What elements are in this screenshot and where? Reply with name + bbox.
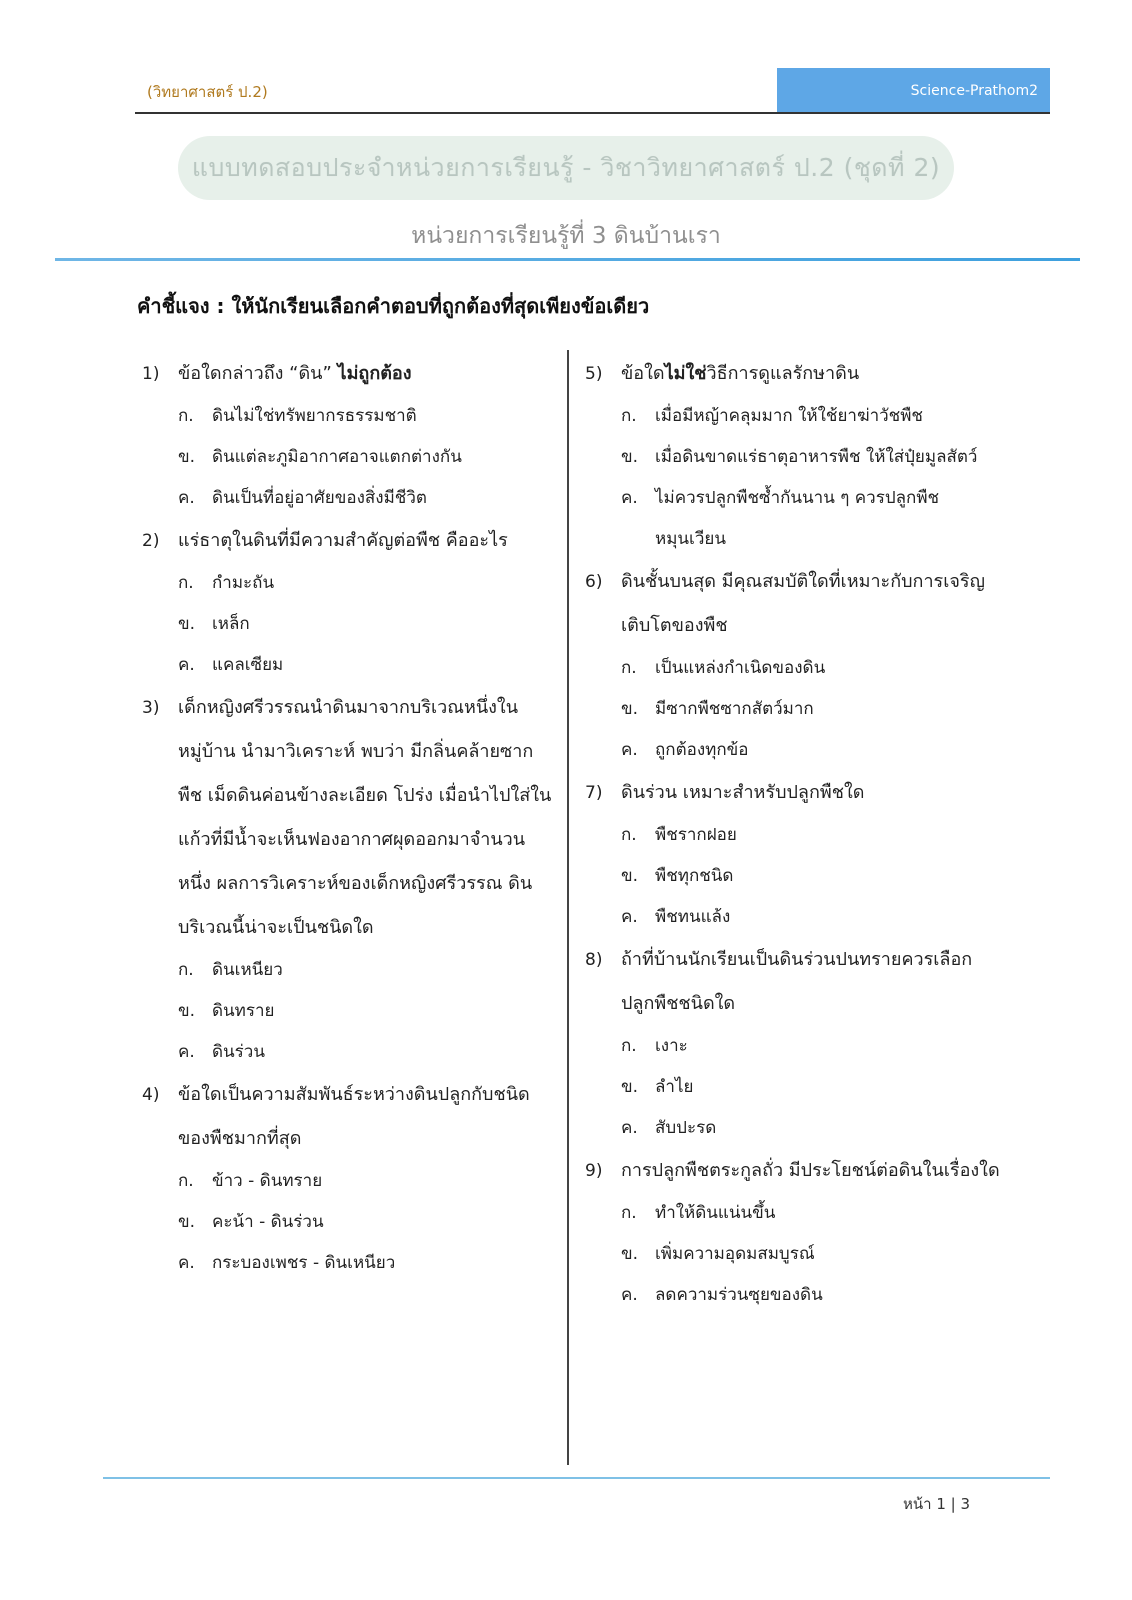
option-letter: ข. [621,1077,639,1097]
option-text: เมื่อมีหญ้าคลุมมาก ให้ใช้ยาฆ่าวัชพืช [655,406,923,426]
option-letter: ค. [178,1253,195,1273]
question-number: 4) [142,1085,160,1105]
question-text [178,686,552,950]
footer-divider [103,1477,1050,1479]
answer-option[interactable] [621,730,1005,771]
question-text [178,352,552,396]
question-text-part: ดินชั้นบนสุด มีคุณสมบัติใดที่เหมาะกับการเจริญเติบโตของพืช [621,571,985,636]
answer-option[interactable] [178,1161,552,1202]
question-item [142,1073,552,1284]
answer-option[interactable] [178,437,552,478]
question-row [585,938,1005,1026]
option-letter: ข. [621,1244,639,1264]
option-letter: ค. [621,1285,638,1305]
option-letter: ข. [621,699,639,719]
option-letter: ก. [178,960,194,980]
options-list [585,396,1005,560]
answer-option[interactable] [621,897,1005,938]
question-number: 6) [585,572,603,592]
option-text: มีซากพืชซากสัตว์มาก [655,699,814,719]
option-letter: ค. [621,488,638,508]
question-number: 5) [585,364,603,384]
option-letter: ก. [178,573,194,593]
options-list [142,1161,552,1284]
question-number: 7) [585,783,603,803]
answer-option[interactable] [621,856,1005,897]
option-text: คะน้า - ดินร่วน [212,1212,324,1232]
question-text [178,519,552,563]
options-list [142,950,552,1073]
question-row [585,352,1005,396]
instructions: คำชี้แจง : ให้นักเรียนเลือกคำตอบที่ถูกต้องที่สุดเพียงข้อเดียว [137,294,650,318]
option-text: เมื่อดินขาดแร่ธาตุอาหารพืช ให้ใส่ปุ๋ยมูลสัตว์ [655,447,978,467]
option-text: ดินแต่ละภูมิอากาศอาจแตกต่างกัน [212,447,462,467]
options-list [585,648,1005,771]
option-letter: ค. [621,1118,638,1138]
answer-option[interactable] [621,478,1005,560]
answer-option[interactable] [178,645,552,686]
question-row [585,771,1005,815]
question-number: 9) [585,1161,603,1181]
option-text: เป็นแหล่งกำเนิดของดิน [655,658,826,678]
option-letter: ค. [178,488,195,508]
question-row [142,686,552,950]
question-number: 1) [142,364,160,384]
answer-option[interactable] [178,991,552,1032]
option-letter: ก. [621,1036,637,1056]
answer-option[interactable] [178,1243,552,1284]
unit-subtitle: หน่วยการเรียนรู้ที่ 3 ดินบ้านเรา [411,223,721,249]
left-column [142,352,552,1284]
option-letter: ค. [178,655,195,675]
answer-option[interactable] [178,604,552,645]
option-text: ลดความร่วนซุยของดิน [655,1285,823,1305]
question-text-part: ข้อใดเป็นความสัมพันธ์ระหว่างดินปลูกกับชนิดของพืชมากที่สุด [178,1084,530,1149]
column-divider [567,350,569,1465]
options-list [585,815,1005,938]
option-text: ทำให้ดินแน่นขึ้น [655,1203,776,1223]
option-text: ดินเป็นที่อยู่อาศัยของสิ่งมีชีวิต [212,488,427,508]
answer-option[interactable] [178,1032,552,1073]
answer-option[interactable] [621,689,1005,730]
option-letter: ก. [178,406,194,426]
option-letter: ค. [178,1042,195,1062]
option-text: ดินไม่ใช่ทรัพยากรธรรมชาติ [212,406,417,426]
option-text: ดินทราย [212,1001,275,1021]
question-number: 3) [142,698,160,718]
answer-option[interactable] [178,563,552,604]
option-letter: ข. [621,447,639,467]
page-title-text: แบบทดสอบประจำหน่วยการเรียนรู้ - วิชาวิทยาศาสตร์ ป.2 (ชุดที่ 2) [191,153,941,182]
question-text [621,771,1005,815]
answer-option[interactable] [621,1067,1005,1108]
answer-option[interactable] [621,648,1005,689]
options-list [585,1026,1005,1149]
question-text-part: ข้อใด [621,363,665,384]
option-letter: ข. [178,614,196,634]
options-list [585,1193,1005,1316]
question-text-part: การปลูกพืชตระกูลถั่ว มีประโยชน์ต่อดินในเรื่องใด [621,1160,1000,1181]
question-item [585,1149,1005,1316]
answer-option[interactable] [178,950,552,991]
question-text-part: ข้อใดกล่าวถึง “ดิน” [178,363,338,384]
option-text: กระบองเพชร - ดินเหนียว [212,1253,396,1273]
question-text [621,1149,1005,1193]
question-item [585,938,1005,1149]
page-number: หน้า 1 | 3 [903,1495,971,1513]
question-item [585,560,1005,771]
option-text: เพิ่มความอุดมสมบูรณ์ [655,1244,815,1264]
option-letter: ก. [621,406,637,426]
option-text: ไม่ควรปลูกพืชซ้ำกันนาน ๆ ควรปลูกพืชหมุนเวียน [655,488,940,549]
question-text-part: แร่ธาตุในดินที่มีความสำคัญต่อพืช คืออะไร [178,530,508,551]
answer-option[interactable] [621,396,1005,437]
option-text: พืชทนแล้ง [655,907,731,927]
header-banner [777,68,1050,113]
option-letter: ข. [621,866,639,886]
option-text: ถูกต้องทุกข้อ [655,740,749,760]
option-text: พืชรากฝอย [655,825,737,845]
question-text-part: ถ้าที่บ้านนักเรียนเป็นดินร่วนปนทรายควรเลือกปลูกพืชชนิดใด [621,949,973,1014]
option-letter: ค. [621,907,638,927]
option-text: แคลเซียม [212,655,284,675]
header-banner-text: Science-Prathom2 [910,82,1038,99]
option-letter: ข. [178,1212,196,1232]
header-subject: (วิทยาศาสตร์ ป.2) [147,83,268,101]
question-number: 8) [585,950,603,970]
subtitle-divider [55,258,1080,261]
question-text-part: ดินร่วน เหมาะสำหรับปลูกพืชใด [621,782,865,803]
option-letter: ข. [178,447,196,467]
question-text [621,938,1005,1026]
header-divider [135,112,1050,114]
option-letter: ก. [621,1203,637,1223]
answer-option[interactable] [178,1202,552,1243]
question-item [142,352,552,519]
option-text: ข้าว - ดินทราย [212,1171,323,1191]
question-item [585,771,1005,938]
question-text [178,1073,552,1161]
question-row [142,1073,552,1161]
question-emphasis: ไม่ถูกต้อง [337,363,412,384]
options-list [142,563,552,686]
answer-option[interactable] [621,1193,1005,1234]
option-text: ดินเหนียว [212,960,283,980]
options-list [142,396,552,519]
question-text-part: เด็กหญิงศรีวรรณนำดินมาจากบริเวณหนึ่งในหมู่บ้าน นำมาวิเคราะห์ พบว่า มีกลิ่นคล้ายซากพืช เม็ดดินค่อนข้างละเอียด โปร่ง เมื่อนำไปใส่ในแก้วที่มีน้ำจะเห็นฟองอากาศผุดออกมาจำนวนหนึ่ง ผลการวิเคราะห์ของเด็กหญิงศรีวรรณ ดินบริเวณนี้น่าจะเป็นชนิดใด [178,697,552,938]
question-number: 2) [142,531,160,551]
option-text: กำมะถัน [212,573,275,593]
right-column [585,352,1005,1316]
option-letter: ข. [178,1001,196,1021]
question-text-part: วิธีการดูแลรักษาดิน [706,363,860,384]
option-text: ดินร่วน [212,1042,265,1062]
answer-option[interactable] [178,396,552,437]
answer-option[interactable] [621,1275,1005,1316]
option-text: เหล็ก [212,614,250,634]
answer-option[interactable] [178,478,552,519]
option-letter: ก. [621,658,637,678]
option-text: ลำไย [655,1077,694,1097]
question-emphasis: ไม่ใช่ [664,363,707,384]
option-letter: ค. [621,740,638,760]
option-text: เงาะ [655,1036,688,1056]
question-text [621,352,1005,396]
question-row [142,352,552,396]
answer-option[interactable] [621,815,1005,856]
option-letter: ก. [178,1171,194,1191]
option-text: พืชทุกชนิด [655,866,734,886]
option-text: สับปะรด [655,1118,717,1138]
question-item [142,519,552,686]
question-row [585,1149,1005,1193]
answer-option[interactable] [621,1108,1005,1149]
answer-option[interactable] [621,1026,1005,1067]
page-title [178,136,954,200]
question-item [142,686,552,1073]
question-row [585,560,1005,648]
question-text [621,560,1005,648]
question-item [585,352,1005,560]
answer-option[interactable] [621,1234,1005,1275]
answer-option[interactable] [621,437,1005,478]
question-row [142,519,552,563]
option-letter: ก. [621,825,637,845]
